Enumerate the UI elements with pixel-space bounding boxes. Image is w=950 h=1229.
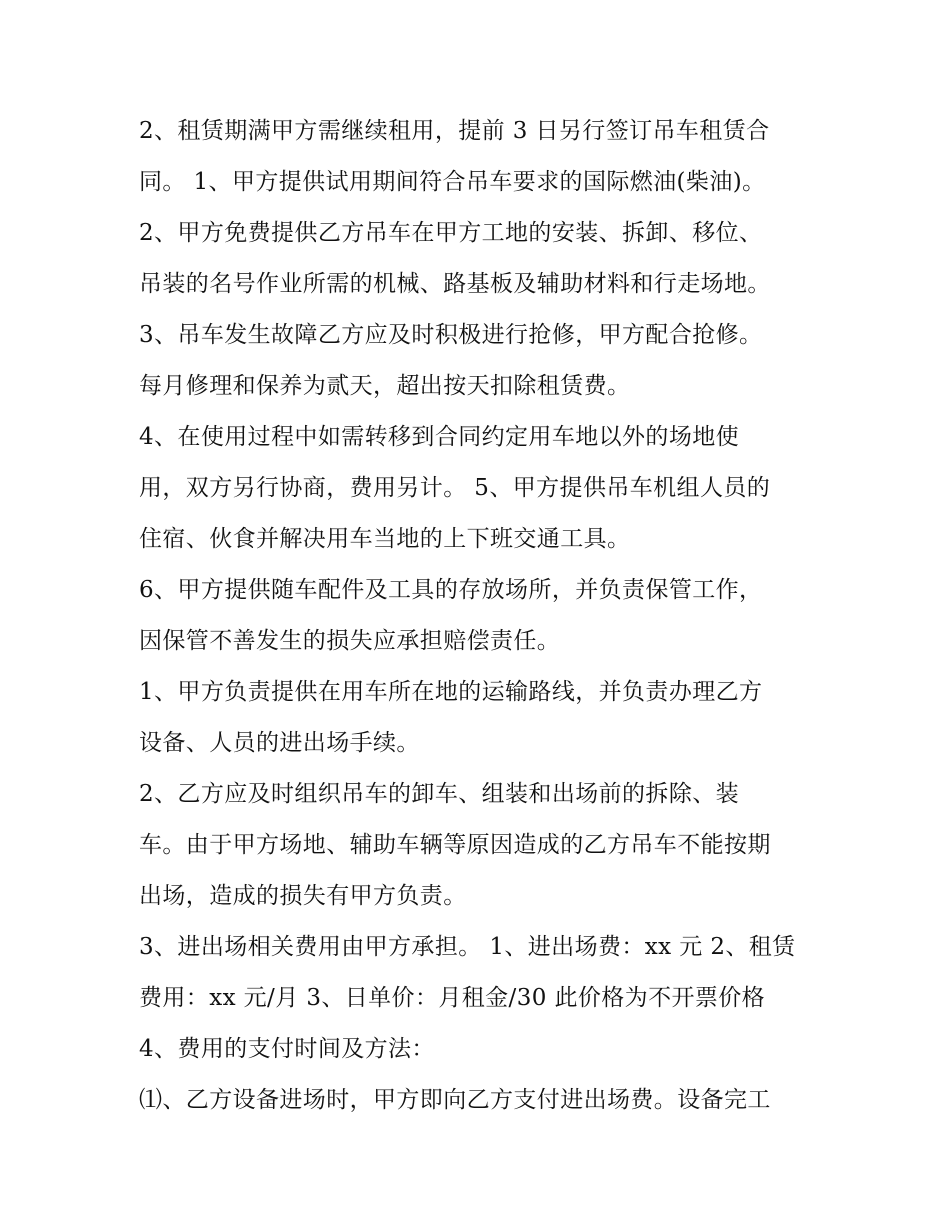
text-line: 住宿、伙食并解决用车当地的上下班交通工具。 xyxy=(139,526,631,552)
contract-text xyxy=(139,106,839,1126)
text-line: 2、租赁期满甲方需继续租用，提前 3 日另行签订吊车租赁合 xyxy=(139,118,770,144)
text-line: 3、吊车发生故障乙方应及时积极进行抢修，甲方配合抢修。 xyxy=(139,322,763,348)
text-line: ⑴、乙方设备进场时，甲方即向乙方支付进出场费。设备完工 xyxy=(139,1087,771,1113)
text-line: 费用：xx 元/月 3、日单价：月租金/30 此价格为不开票价格 xyxy=(139,985,766,1011)
text-line: 同。 1、甲方提供试用期间符合吊车要求的国际燃油(柴油)。 xyxy=(139,169,766,195)
text-line: 2、甲方免费提供乙方吊车在甲方工地的安装、拆卸、移位、 xyxy=(139,220,763,246)
text-line: 因保管不善发生的损失应承担赔偿责任。 xyxy=(139,628,561,654)
text-line: 4、费用的支付时间及方法： xyxy=(139,1036,435,1062)
text-line: 2、乙方应及时组织吊车的卸车、组装和出场前的拆除、装 xyxy=(139,781,740,807)
text-line: 1、甲方负责提供在用车所在地的运输路线，并负责办理乙方 xyxy=(139,679,763,705)
text-line: 车。由于甲方场地、辅助车辆等原因造成的乙方吊车不能按期 xyxy=(139,832,771,858)
text-line: 出场，造成的损失有甲方负责。 xyxy=(139,883,467,909)
text-line: 吊装的名号作业所需的机械、路基板及辅助材料和行走场地。 xyxy=(139,271,771,297)
text-line: 4、在使用过程中如需转移到合同约定用车地以外的场地使 xyxy=(139,424,740,450)
text-line: 3、进出场相关费用由甲方承担。 1、进出场费：xx 元 2、租赁 xyxy=(139,934,796,960)
text-line: 每月修理和保养为贰天，超出按天扣除租赁费。 xyxy=(139,373,631,399)
text-line: 6、甲方提供随车配件及工具的存放场所，并负责保管工作， xyxy=(139,577,763,603)
text-line: 用，双方另行协商，费用另计。 5、甲方提供吊车机组人员的 xyxy=(139,475,771,501)
text-line: 设备、人员的进出场手续。 xyxy=(139,730,420,756)
